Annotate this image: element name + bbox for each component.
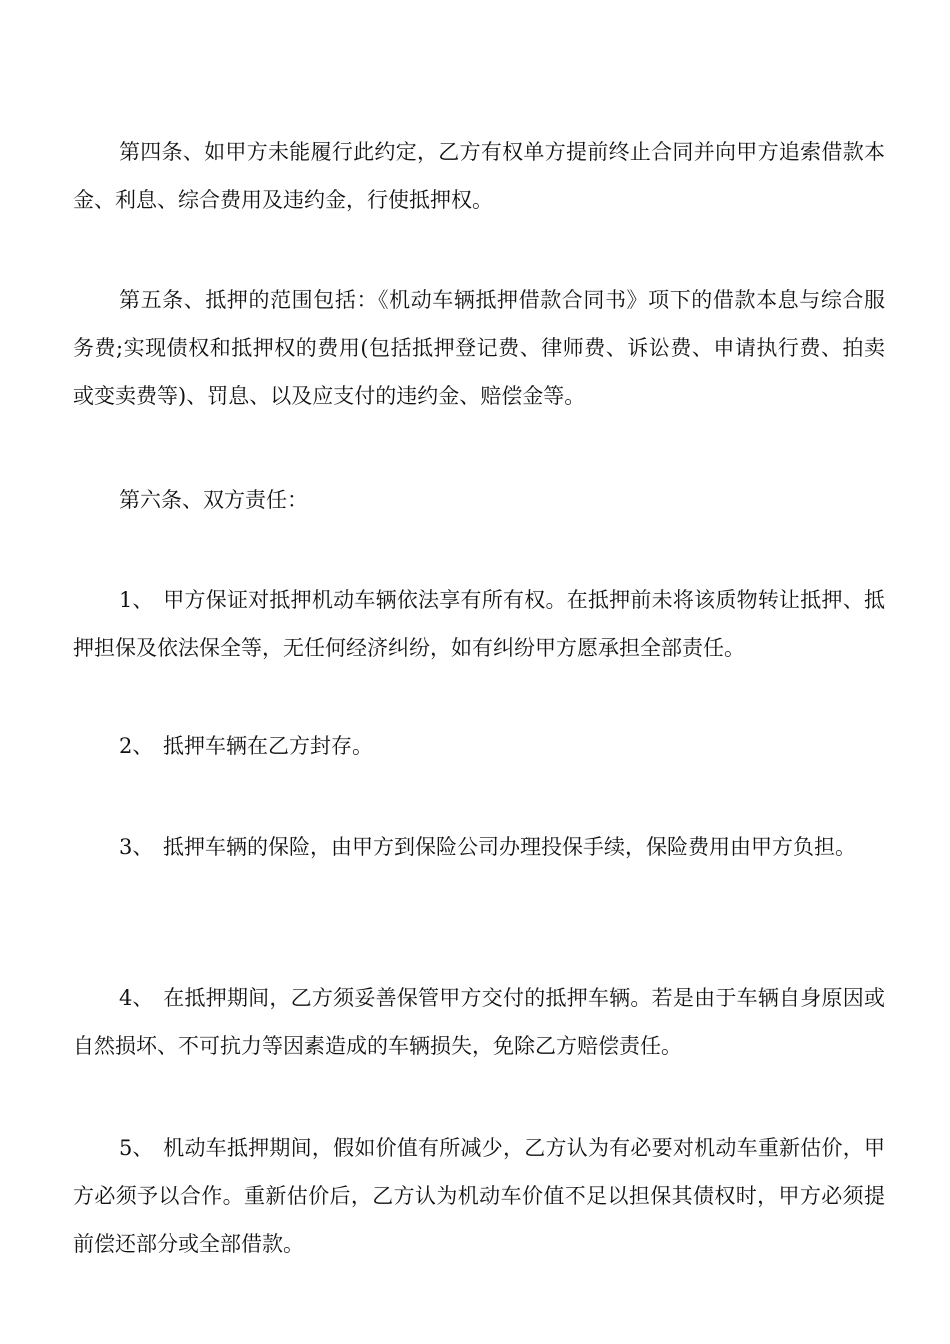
list-item-text: 在抵押期间，乙方须妥善保管甲方交付的抵押车辆。若是由于车辆自身原因或自然损坏、不可抗力等因素造成的车辆损失，免除乙方赔偿责任。 (73, 986, 885, 1058)
list-item-text: 抵押车辆在乙方封存。 (163, 734, 373, 758)
list-item-2 (73, 722, 885, 770)
list-item-number: 4、 (119, 986, 154, 1010)
article-6-heading (73, 476, 885, 524)
list-item-5 (73, 1124, 885, 1268)
article-4-paragraph (73, 128, 885, 224)
list-item-number: 2、 (119, 734, 154, 758)
article-4-text: 第四条、如甲方未能履行此约定，乙方有权单方提前终止合同并向甲方追索借款本金、利息、综合费用及违约金，行使抵押权。 (73, 140, 885, 212)
list-item-number: 1、 (119, 588, 154, 612)
list-item-text: 甲方保证对抵押机动车辆依法享有所有权。在抵押前未将该质物转让抵押、抵押担保及依法保全等，无任何经济纠纷，如有纠纷甲方愿承担全部责任。 (73, 588, 885, 660)
list-item-number: 3、 (119, 835, 154, 859)
list-item-number: 5、 (119, 1136, 154, 1160)
article-5-text: 第五条、抵押的范围包括：《机动车辆抵押借款合同书》项下的借款本息与综合服务费;实现债权和抵押权的费用(包括抵押登记费、律师费、诉讼费、申请执行费、拍卖或变卖费等)、罚息、以及应支付的违约金、赔偿金等。 (73, 288, 885, 408)
article-6-text: 第六条、双方责任： (119, 488, 308, 512)
list-item-text: 机动车抵押期间，假如价值有所减少，乙方认为有必要对机动车重新估价，甲方必须予以合作。重新估价后，乙方认为机动车价值不足以担保其债权时，甲方必须提前偿还部分或全部借款。 (73, 1136, 885, 1256)
list-item-1 (73, 576, 885, 672)
list-item-4 (73, 974, 885, 1070)
list-item-3 (73, 823, 885, 871)
list-item-text: 抵押车辆的保险，由甲方到保险公司办理投保手续，保险费用由甲方负担。 (163, 835, 856, 859)
article-5-paragraph (73, 276, 885, 420)
